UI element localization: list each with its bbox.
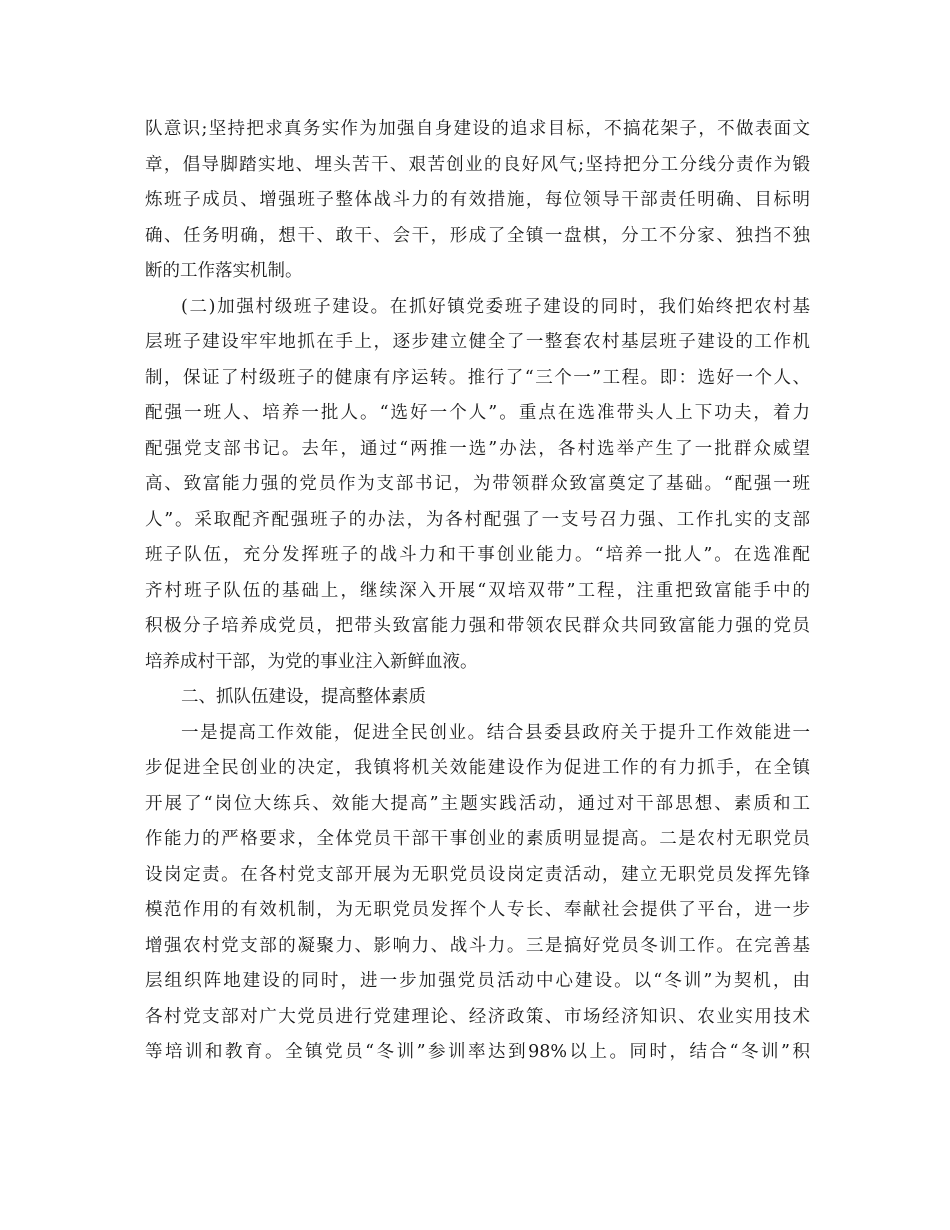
text-line: 等培训和教育。全镇党员“冬训”参训率达到98%以上。同时，结合“冬训”积: [145, 1042, 810, 1062]
text-line: 炼班子成员、增强班子整体战斗力的有效措施，每位领导干部责任明确、目标明: [145, 190, 810, 210]
text-line: 层班子建设牢牢地抓在手上，逐步建立健全了一整套农村基层班子建设的工作机: [145, 332, 810, 352]
text-line: (二)加强村级班子建设。在抓好镇党委班子建设的同时，我们始终把农村基: [181, 296, 810, 317]
text-line: 开展了“岗位大练兵、效能大提高”主题实践活动，通过对干部思想、素质和工: [145, 793, 810, 814]
text-line: 人”。采取配齐配强班子的办法，为各村配强了一支号召力强、工作扎实的支部: [145, 509, 810, 530]
text-line: 培养成村干部，为党的事业注入新鲜血液。: [145, 651, 478, 672]
text-line: 增强农村党支部的凝聚力、影响力、战斗力。三是搞好党员冬训工作。在完善基: [145, 935, 810, 956]
text-line: 模范作用的有效机制，为无职党员发挥个人专长、奉献社会提供了平台，进一步: [145, 900, 810, 920]
text-line: 作能力的严格要求，全体党员干部干事创业的素质明显提高。二是农村无职党员: [145, 829, 810, 849]
text-line: 设岗定责。在各村党支部开展为无职党员设岗定责活动，建立无职党员发挥先锋: [145, 864, 810, 885]
text-line: 步促进全民创业的决定，我镇将机关效能建设作为促进工作的有力抓手，在全镇: [145, 758, 810, 778]
text-line: 一是提高工作效能，促进全民创业。结合县委县政府关于提升工作效能进一: [181, 722, 810, 743]
text-line: 章，倡导脚踏实地、埋头苦干、艰苦创业的良好风气;坚持把分工分线分责作为锻: [145, 154, 810, 175]
section-heading: 二、抓队伍建设，提高整体素质: [181, 687, 426, 707]
text-line: 层组织阵地建设的同时，进一步加强党员活动中心建设。以“冬训”为契机，由: [145, 971, 810, 991]
text-line: 队意识;坚持把求真务实作为加强自身建设的追求目标，不搞花架子，不做表面文: [145, 119, 810, 139]
text-line: 各村党支部对广大党员进行党建理论、经济政策、市场经济知识、农业实用技术: [145, 1006, 810, 1027]
text-line: 制，保证了村级班子的健康有序运转。推行了“三个一”工程。即：选好一个人、: [145, 367, 810, 388]
text-line: 齐村班子队伍的基础上，继续深入开展“双培双带”工程，注重把致富能手中的: [145, 580, 810, 601]
text-line: 确、任务明确，想干、敢干、会干，形成了全镇一盘棋，分工不分家、独挡不独: [145, 225, 810, 246]
text-line: 高、致富能力强的党员作为支部书记，为带领群众致富奠定了基础。“配强一班: [145, 474, 810, 494]
text-line: 断的工作落实机制。: [145, 261, 303, 281]
text-line: 积极分子培养成党员，把带头致富能力强和带领农民群众共同致富能力强的党员: [145, 616, 810, 636]
text-line: 班子队伍，充分发挥班子的战斗力和干事创业能力。“培养一批人”。在选准配: [145, 545, 810, 565]
document-page: [145, 112, 810, 1071]
text-line: 配强党支部书记。去年，通过“两推一选”办法，各村选举产生了一批群众威望: [145, 438, 810, 459]
text-line: 配强一班人、培养一批人。“选好一个人”。重点在选准带头人上下功夫，着力: [145, 403, 810, 423]
